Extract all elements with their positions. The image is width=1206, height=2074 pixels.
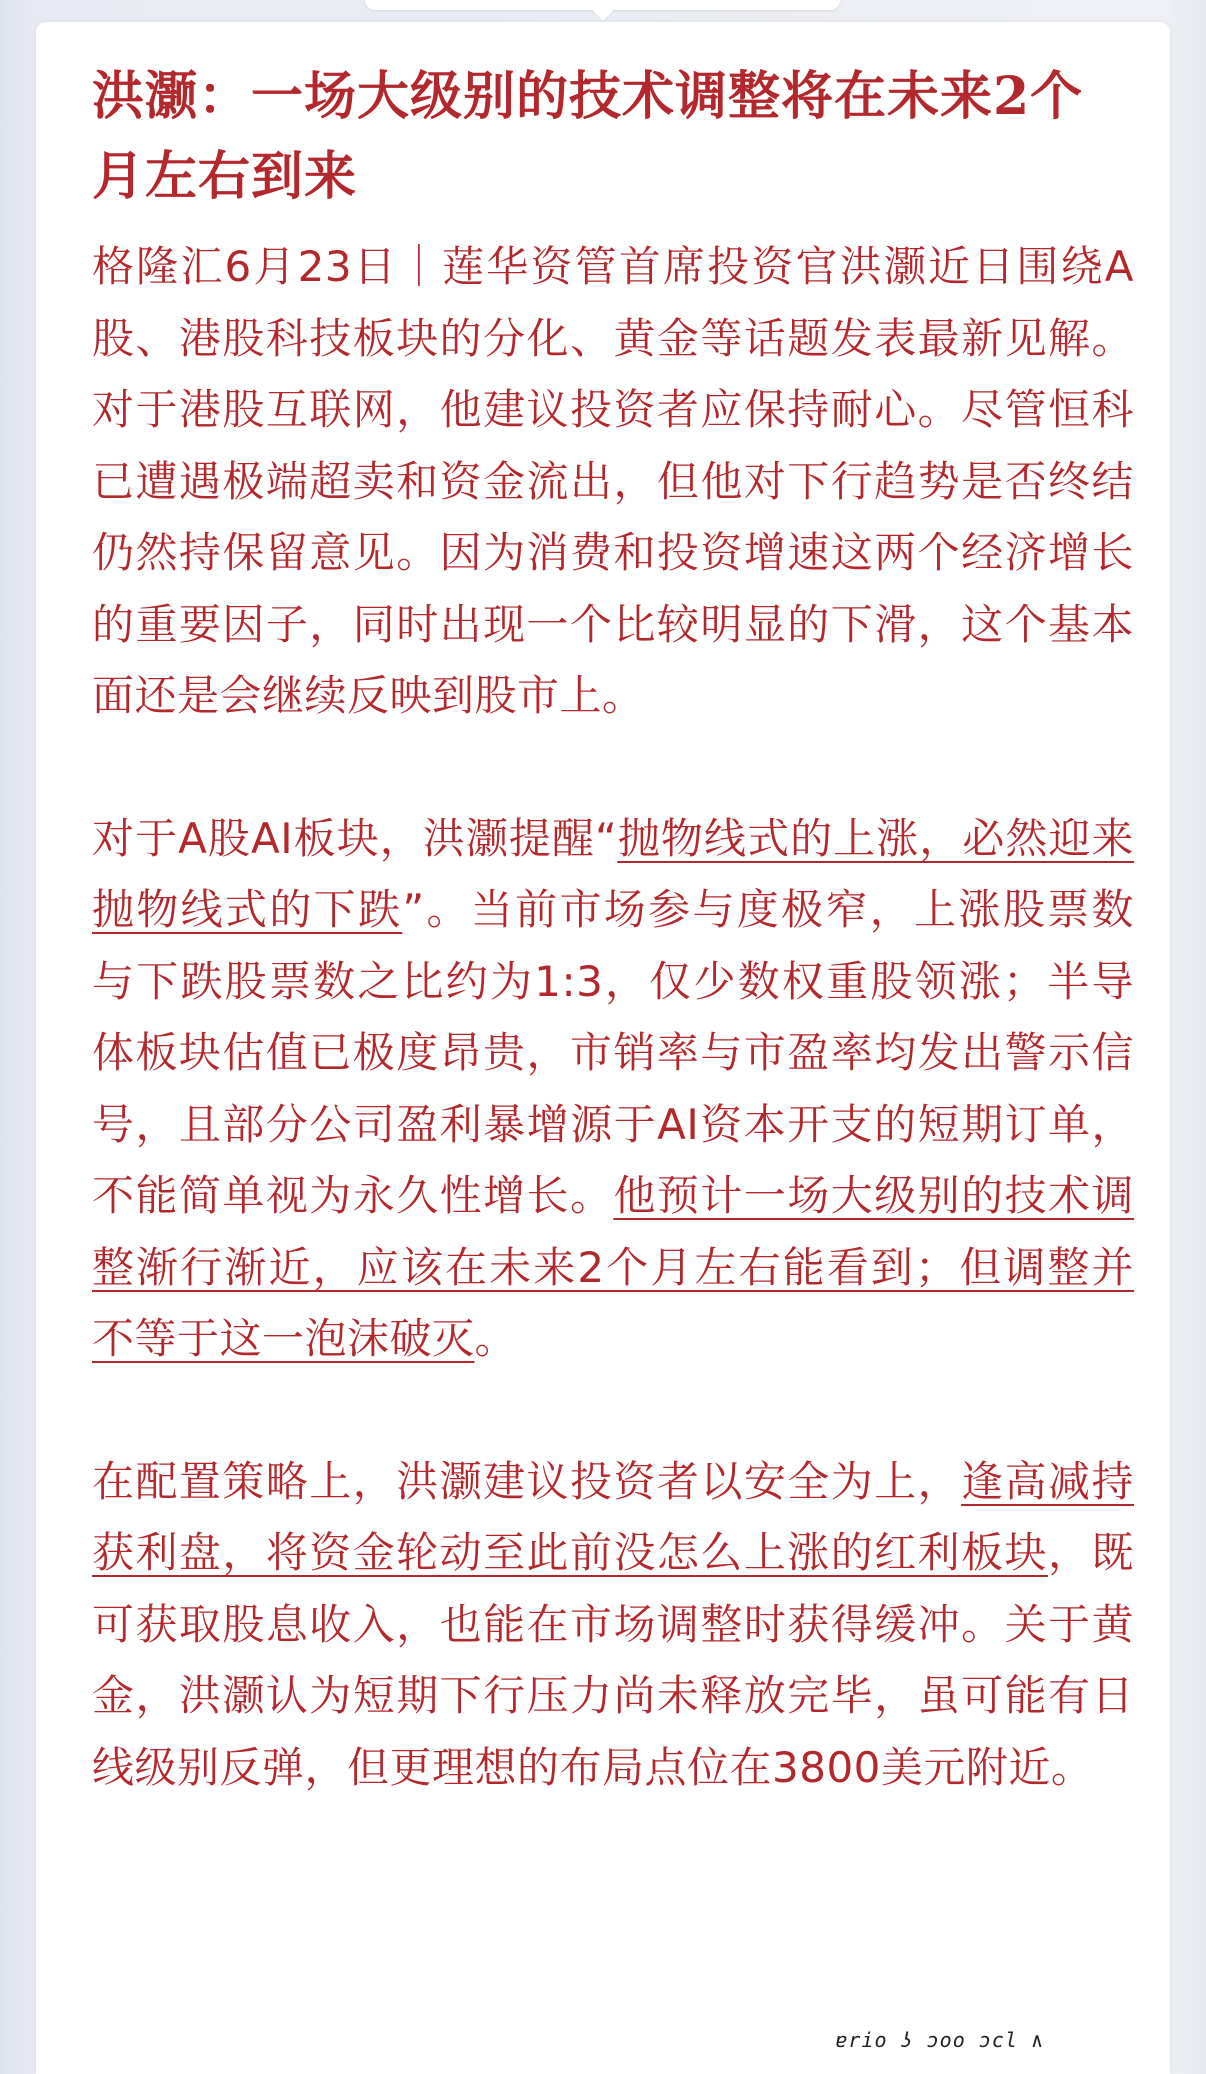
article-paragraph-2 (92, 803, 1134, 1375)
article-title: 洪灏：一场大级别的技术调整将在未来2个月左右到来 (92, 66, 1084, 207)
paragraph-text: 在配置策略上，洪灏建议投资者以安全为上， (92, 1456, 962, 1506)
paragraph-text: 格隆汇6月23日｜莲华资管首席投资官洪灏近日围绕A股、港股科技板块的分化、黄金等话题发表最新见解。对于港股互联网，他建议投资者应保持耐心。尽管恒科已遭遇极端超卖和资金流出，但他对下行趋势是否终结仍然持保留意见。因为消费和投资增速这两个经济增长的重要因子，同时出现一个比较明显的下滑，这个基本面还是会继续反映到股市上。 (92, 242, 1134, 720)
paragraph-text: 对于A股AI板块，洪灏提醒“ (92, 813, 618, 863)
tab-pointer-arrow-icon (593, 1, 613, 21)
underlined-highlight: 他预计一场大级别的技术调整渐行渐近，应该在未来2个月左右能看到；但调整并不等于这一泡沫破灭 (92, 1171, 1134, 1363)
underlined-highlight: 逢高减持获利盘，将资金轮动至此前没怎么上涨的红利板块 (92, 1456, 1134, 1577)
top-tab-notch (365, 0, 840, 10)
paragraph-text: ，既可获取股息收入，也能在市场调整时获得缓冲。关于黄金，洪灏认为短期下行压力尚未释放完毕，虽可能有日线级别反弹，但更理想的布局点位在3800美元附近。 (92, 1528, 1134, 1792)
paragraph-text: 。 (474, 1314, 518, 1363)
article-paragraph-3 (92, 1446, 1134, 1804)
article-card (36, 22, 1170, 2074)
article-paragraph-1 (92, 231, 1134, 732)
source-watermark: ɐrio ʖ ɔoo ɔcl ∧ (835, 2028, 1044, 2052)
paragraph-text: ”。当前市场参与度极窄，上涨股票数与下跌股票数之比约为1:3，仅少数权重股领涨；半导体板块估值已极度昂贵，市销率与市盈率均发出警示信号，且部分公司盈利暴增源于AI资本开支的短期订单，不能简单视为永久性增长。 (92, 885, 1134, 1220)
underlined-quote: 抛物线式的上涨，必然迎来抛物线式的下跌 (92, 813, 1134, 934)
